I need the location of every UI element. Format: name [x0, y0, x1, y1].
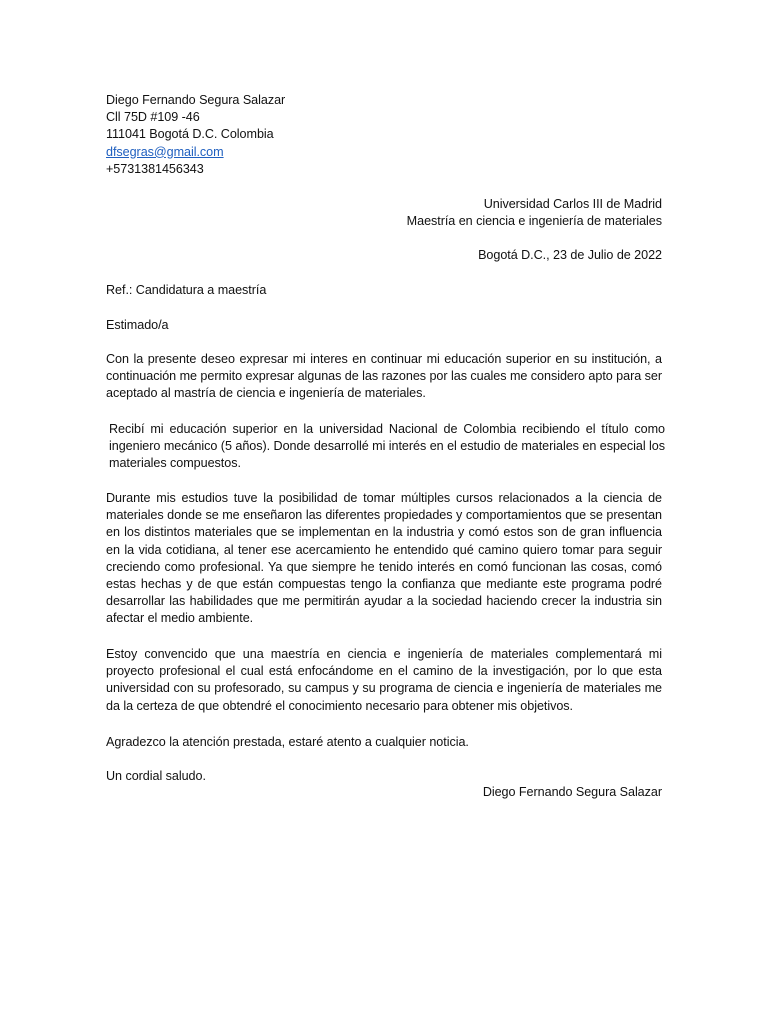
signature-name: Diego Fernando Segura Salazar: [482, 785, 662, 799]
closing-line: Un cordial saludo.: [106, 769, 206, 783]
recipient-institution: Universidad Carlos III de Madrid: [483, 197, 662, 211]
body-paragraph-1: Con la presente deseo expresar mi interes en continuar mi educación superior en su institución, a continuación me permito expresar algunas de las razones por las cuales me considero apto para ser aceptado al mastría de ciencia e ingeniería de materiales.: [106, 352, 662, 401]
body-paragraph-2: Recibí mi educación superior en la universidad Nacional de Colombia recibiendo el título como ingeniero mecánico (5 años). Donde desarrollé mi interés en el estudio de materiales en especial los materiales compuestos.: [109, 422, 665, 471]
recipient-block: [202, 196, 662, 230]
sender-block: [106, 92, 506, 178]
sender-city: 111041 Bogotá D.C. Colombia: [106, 127, 274, 142]
body-paragraph-4: Estoy convencido que una maestría en ciencia e ingeniería de materiales complementará mi proyecto profesional el cual está enfocándome en el camino de la investigación, por lo que esta universidad con su profesorado, su campus y su programa de ciencia e ingeniería de materiales me da la certeza de que obtendré el conocimiento necesario para obtener mis objetivos.: [106, 647, 662, 713]
letter-date: Bogotá D.C., 23 de Julio de 2022: [478, 248, 662, 262]
sender-phone: +5731381456343: [106, 161, 204, 176]
sender-name: Diego Fernando Segura Salazar: [106, 93, 286, 107]
sender-email-link[interactable]: dfsegras@gmail.com: [106, 144, 224, 159]
reference-line: Ref.: Candidatura a maestría: [106, 283, 267, 297]
thanks-line: Agradezco la atención prestada, estaré atento a cualquier noticia.: [106, 735, 469, 749]
body-paragraph-3: Durante mis estudios tuve la posibilidad de tomar múltiples cursos relacionados a la ciencia de materiales donde se me enseñaron las diferentes propiedades y comportamientos que se presentan en los distintos materiales que se implementan en la industria y comó estos son de gran influencia en la vida cotidiana, al tener ese acercamiento he entendido qué camino quiero tomar para seguir creciendo como profesional. Ya que siempre he tenido interés en comó funcionan las cosas, comó estas hechas y de que están compuestas tengo la confianza que mediante este programa podré desarrollar las habilidades que me permitirán ayudar a la sociedad haciendo crecer la industria sin afectar el medio ambiente.: [106, 491, 662, 626]
recipient-program: Maestría en ciencia e ingeniería de materiales: [406, 214, 662, 229]
sender-address: Cll 75D #109 -46: [106, 110, 200, 125]
greeting: Estimado/a: [106, 318, 169, 332]
